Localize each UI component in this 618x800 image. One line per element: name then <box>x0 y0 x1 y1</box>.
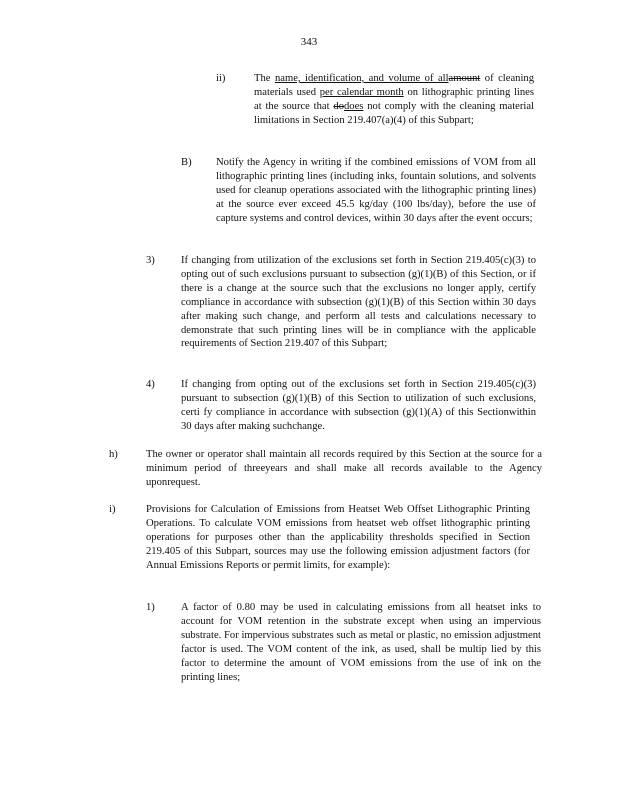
inserted-text: per calendar month <box>319 86 404 98</box>
item-label: 3) <box>146 255 155 266</box>
inserted-text: does <box>343 100 364 112</box>
deleted-text: amount <box>448 73 481 84</box>
item-label: i) <box>109 504 116 515</box>
inserted-text: name, identification, and volume of all <box>274 73 449 84</box>
item-label: h) <box>109 449 118 460</box>
item-label: 1) <box>146 602 155 613</box>
item-label: B) <box>181 157 192 168</box>
item-label: ii) <box>216 73 226 84</box>
item-text: A factor of 0.80 may be used in calculating emissions from all heatset inks to account for VOM retention in the substrate except when using an impervious substrate. For impervious substrates such as metal or plastic, no emission adjustment factor is used. The VOM content of the ink, as used, shall be multip lied by this factor to determine the amount of VOM emissions from the use of ink on the printing lines; <box>181 602 541 683</box>
item-label: 4) <box>146 379 155 390</box>
item-text: The name, identification, and volume of allamount of cleaning materials used per calendar month on lithographic printing lines at the source that dodoes not comply with the cleaning material limitations in Section 219.407(a)(4) of this Subpart; <box>254 73 535 126</box>
item-text: Provisions for Calculation of Emissions from Heatset Web Offset Lithographic Printing Operations. To calculate VOM emissions from heatset web offset lithographic printing operations for purposes other than the applicability thresholds specified in Section 219.405 of this Subpart, sources may use the following emission adjustment factors (for Annual Emissions Reports or permit limits, for example): <box>146 504 530 571</box>
page-number: 343 <box>300 36 318 48</box>
item-text: The owner or operator shall maintain all records required by this Section at the source for a minimum period of threeyears and shall make all records available to the Agency uponrequest. <box>146 449 542 488</box>
deleted-text: do <box>333 100 344 112</box>
item-text: If changing from utilization of the exclusions set forth in Section 219.405(c)(3) to opting out of such exclusions pursuant to subsection (g)(1)(B) of this Section, or if there is a change at the source such that the exclusions no longer apply, certify compliance in accordance with subsection (g)(1)(B) of this Section within 30 days after making such change, and perform all tests and calculations necessary to demonstrate that such printing lines will be in compliance with the applicable requirements of Section 219.407 of this Subpart; <box>181 255 536 350</box>
item-text: Notify the Agency in writing if the combined emissions of VOM from all lithographic printing lines (including inks, fountain solutions, and solvents used for cleanup operations associated with the lithographic printing lines) at the source ever exceed 45.5 kg/day (100 lbs/day), before the use of capture systems and control devices, within 30 days after the event occurs; <box>216 157 536 224</box>
item-text: If changing from opting out of the exclusions set forth in Section 219.405(c)(3) pursuant to subsection (g)(1)(B) of this Section to utilization of such exclusions, certi fy compliance in accordance with subsection (g)(1)(A) of this Sectionwithin 30 days after making suchchange. <box>181 379 536 432</box>
